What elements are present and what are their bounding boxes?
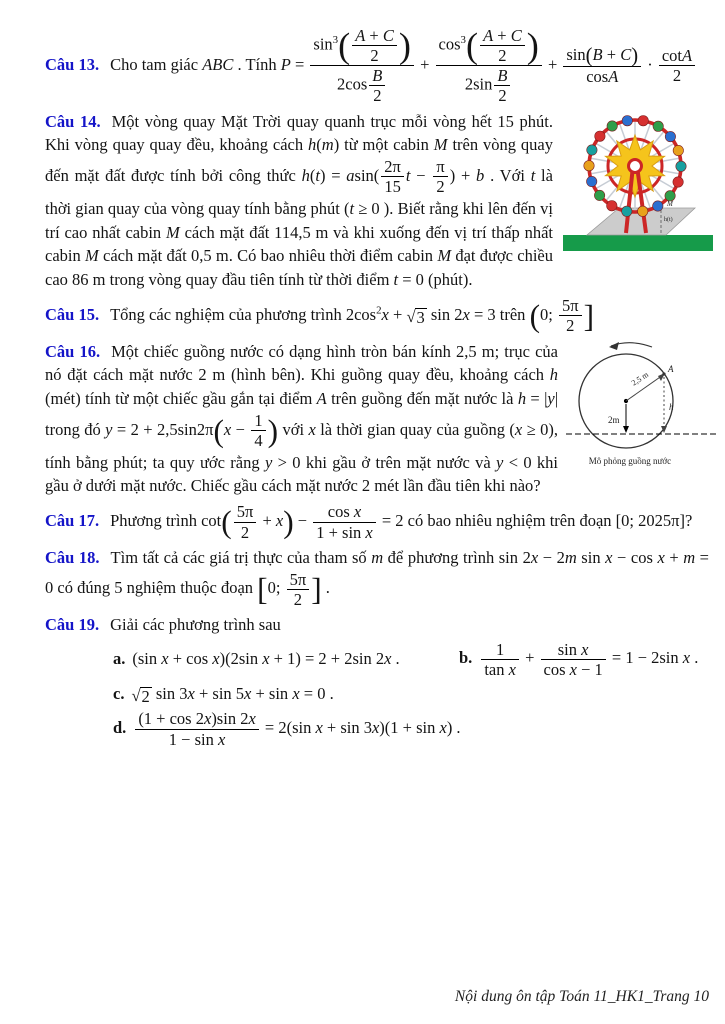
page-footer: Nội dung ôn tập Toán 11_HK1_Trang 10 (454, 987, 709, 1005)
question-13-text: Cho tam giác ABC . Tính P = $\sin^3$( $\frac{A + C}{2}$ ) 2cos $\frac{B}{2}$ + $\cos^3$( $\frac{A + C}{2}$ ) 2sin $\frac{B}{2}$ + $\frac{\sin(B + C)}{\cos A}$ · $\frac{\cot A}{2}$ (110, 55, 697, 74)
point-a-dot (662, 372, 665, 375)
question-19b (459, 640, 709, 679)
question-19-row-ab (45, 640, 709, 679)
question-16 (45, 340, 709, 499)
question-15-label: Câu 15. (45, 304, 100, 324)
question-19d-label: d. (113, 717, 127, 737)
rotation-arrowhead (609, 342, 619, 350)
question-14-label: Câu 14. (45, 111, 101, 131)
cabin-m-label: M (667, 199, 673, 208)
question-14 (45, 110, 709, 293)
wheel-axle (629, 159, 642, 172)
question-16-text: Một chiếc guồng nước có dạng hình tròn bán kính 2,5 m; trục của nó đặt cách mặt nước 2 m (hình bên). Khi guồng quay đều, khoảng cách h (mét) tính từ một chiếc gầu gắn tại điểm A trên guồng đến mặt nước là h = |y| trong đó y = 2 + 2,5sin2π(x − $\frac{1}{4}$ ) với x là thời gian quay của guồng (x ≥ 0), tính bằng phút; ta quy ước rằng y > 0 khi gầu ở trên mặt nước và y < 0 khi gầu ở dưới mặt nước. Chiếc gầu cách mặt nước 2 mét lần đầu tiên khi nào? (45, 341, 559, 496)
question-19-label: Câu 19. (45, 614, 100, 634)
water-wheel-graphic (564, 338, 719, 470)
question-19a (113, 647, 459, 671)
height-label: h(t) (664, 216, 673, 223)
question-15-text: Tổng các nghiệm của phương trình $2\cos^2x$ + √ 3 sin 2x = 3 trên (0; $\frac{5\pi}{2}$ ] (110, 296, 595, 336)
point-a-label: A (668, 363, 674, 374)
question-19c-label: c. (113, 683, 125, 703)
question-19c (45, 682, 709, 706)
question-17-label: Câu 17. (45, 510, 100, 530)
question-18-label: Câu 18. (45, 547, 100, 567)
question-16-label: Câu 16. (45, 341, 101, 361)
question-19 (45, 613, 709, 749)
question-15 (45, 296, 709, 335)
radius-label: 2,5 m (629, 369, 651, 388)
question-18 (45, 546, 709, 609)
question-18-text: Tìm tất cả các giá trị thực của tham số m để phương trình sin 2x − 2m sin x − cos x + m = 0 có đúng 5 nghiệm thuộc đoạn [0; $\frac{5\pi}{2}$ ] . (45, 547, 709, 609)
axis-arrowhead (623, 426, 629, 433)
question-19a-text: (sin x + cos x)(2sin x + 1) = 2 + 2sin 2x . (132, 649, 400, 669)
question-13 (45, 26, 709, 106)
question-19d (45, 709, 709, 748)
figure-caption: Mô phỏng guồng nước (588, 455, 672, 466)
question-19b-label: b. (459, 648, 473, 668)
water-wheel-figure (564, 338, 719, 477)
question-19a-label: a. (113, 649, 126, 669)
ferris-wheel-graphic (563, 104, 713, 254)
question-19-header: Giải các phương trình sau (110, 614, 281, 634)
question-19d-text: $\frac{(1 + \cos 2x)\sin 2x}{\text{1 − sin x}}$ = 2(sin x + sin 3x)(1 + sin x) . (133, 718, 460, 737)
question-13-label: Câu 13. (45, 54, 100, 74)
question-14-text: Một vòng quay Mặt Trời quay quanh trục mỗi vòng hết 15 phút. Khi vòng quay quay đều, khoảng cách h(m) từ một cabin M trên vòng quay đến mặt đất được tính bởi công thức h(t) = asin( $\frac{2\pi}{15}$ t − $\frac{\pi}{2}$ ) + b . Với t là thời gian quay của vòng quay tính bằng phút (t ≥ 0 ). Biết rằng khi lên đến vị trí cao nhất cabin M cách mặt đất 114,5 m và khi xuống đến vị trí thấp nhất cabin M cách mặt đất 0,5 m. Có bao nhiêu thời điểm cabin M đạt được chiều cao 86 m trong vòng quay đầu tiên tính từ thời điểm t = 0 (phút). (45, 111, 554, 290)
question-17 (45, 502, 709, 541)
axis-height-label: 2m (608, 414, 620, 425)
ferris-wheel-figure (563, 104, 713, 261)
question-19b-text: $\frac{1}{\text{tan x}}$ + $\frac{\text{sin x}}{\text{cos x − 1}}$ = 1 − 2sin x . (479, 648, 698, 667)
question-17-text: Phương trình cot( $\frac{5\pi}{2}$ + x) − $\frac{\text{cos x}}{\text{1 + sin x}}$ = 2 có bao nhiêu nghiệm trên đoạn [0; 2025π]? (110, 502, 693, 542)
ground (563, 235, 713, 251)
h-label: h (669, 401, 674, 412)
question-19c-text: √ 2 sin 3x + sin 5x + sin x = 0 . (131, 683, 334, 706)
